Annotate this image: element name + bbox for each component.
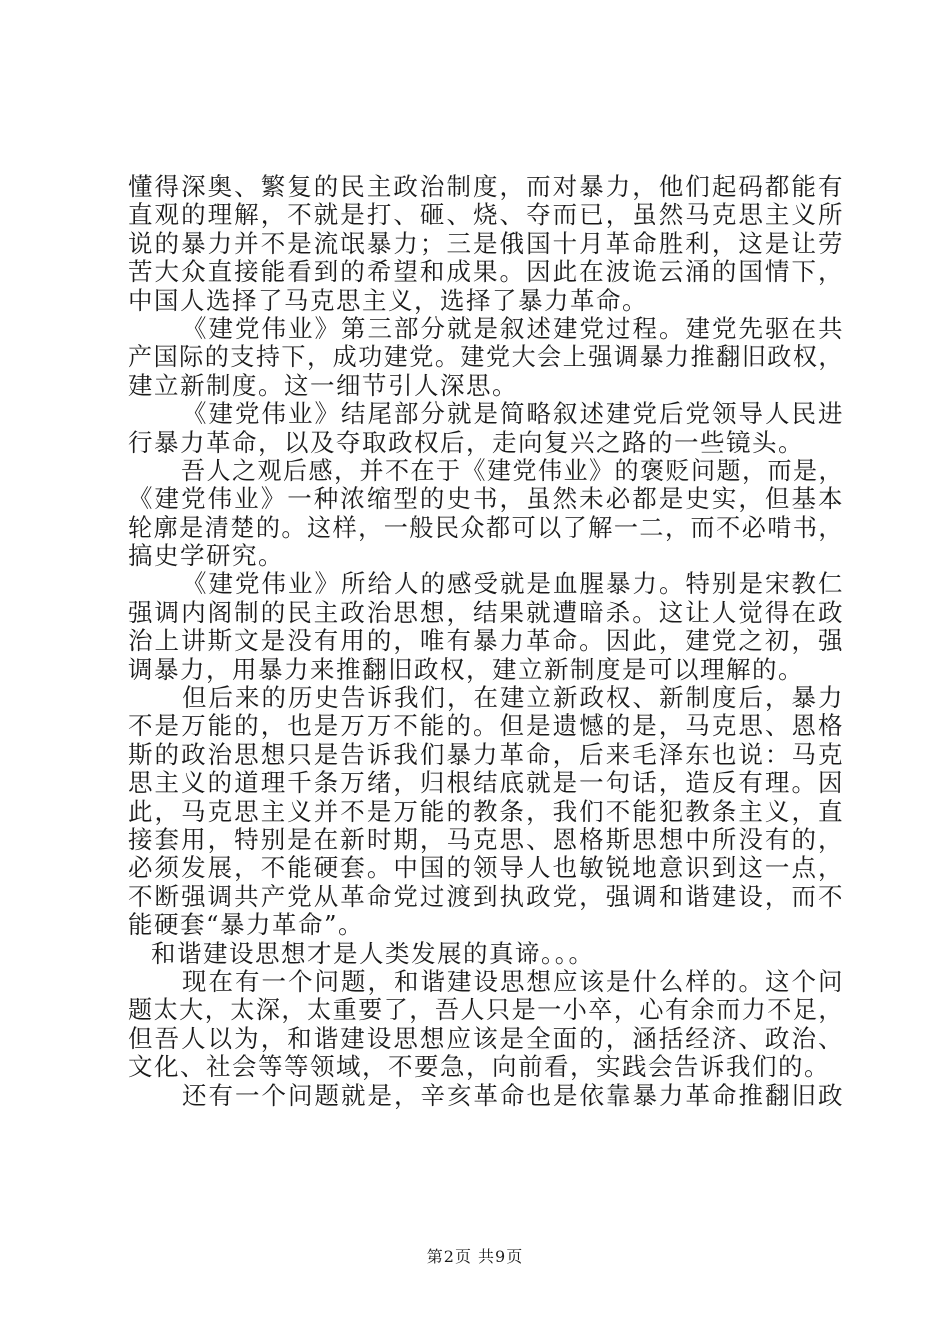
text-line: 《建党伟业》第三部分就是叙述建党过程。建党先驱在共	[182, 313, 844, 343]
text-line: 还有一个问题就是，辛亥革命也是依靠暴力革命推翻旧政	[182, 1080, 844, 1110]
text-line: 不断强调共产党从革命党过渡到执政党，强调和谐建设，而不	[128, 881, 844, 911]
text-line: 但吾人以为，和谐建设思想应该是全面的，涵括经济、政治、	[128, 1023, 844, 1053]
text-line: 搞史学研究。	[128, 541, 284, 571]
text-line: 治上讲斯文是没有用的，唯有暴力革命。因此，建党之初，强	[128, 626, 844, 656]
text-line: 文化、社会等等领域，不要急，向前看，实践会告诉我们的。	[128, 1052, 830, 1082]
text-line: 必须发展，不能硬套。中国的领导人也敏锐地意识到这一点，	[128, 853, 844, 883]
text-line: 现在有一个问题，和谐建设思想应该是什么样的。这个问	[182, 966, 844, 996]
text-line: 直观的理解，不就是打、砸、烧、夺而已，虽然马克思主义所	[128, 200, 844, 230]
text-line: 强调内阁制的民主政治思想，结果就遭暗杀。这让人觉得在政	[128, 597, 844, 627]
text-line: 建立新制度。这一细节引人深思。	[128, 370, 518, 400]
text-line: 中国人选择了马克思主义，选择了暴力革命。	[128, 285, 648, 315]
text-line: 思主义的道理千条万绪，归根结底就是一句话，造反有理。因	[128, 768, 844, 798]
text-line: 和谐建设思想才是人类发展的真谛。。。	[151, 938, 595, 968]
text-line: 轮廓是清楚的。这样，一般民众都可以了解一二，而不必啃书，	[128, 512, 844, 542]
text-line: 《建党伟业》一种浓缩型的史书，虽然未必都是史实，但基本	[128, 484, 844, 514]
text-line: 行暴力革命，以及夺取政权后，走向复兴之路的一些镜头。	[128, 427, 804, 457]
text-line: 不是万能的，也是万万不能的。但是遗憾的是，马克思、恩格	[128, 711, 844, 741]
document-body	[128, 173, 844, 1110]
text-line: 接套用，特别是在新时期，马克思、恩格斯思想中所没有的，	[128, 824, 844, 854]
text-line: 《建党伟业》结尾部分就是简略叙述建党后党领导人民进	[182, 399, 844, 429]
text-line: 题太大，太深，太重要了，吾人只是一小卒，心有余而力不足，	[128, 995, 844, 1025]
text-line: 此，马克思主义并不是万能的教条，我们不能犯教条主义，直	[128, 796, 844, 826]
text-line: 产国际的支持下，成功建党。建党大会上强调暴力推翻旧政权，	[128, 342, 844, 372]
text-line: 懂得深奥、繁复的民主政治制度，而对暴力，他们起码都能有	[128, 172, 844, 201]
text-line: 但后来的历史告诉我们，在建立新政权、新制度后，暴力	[182, 683, 844, 713]
text-line: 苦大众直接能看到的希望和成果。因此在波诡云涌的国情下，	[128, 257, 844, 287]
text-line: 说的暴力并不是流氓暴力；三是俄国十月革命胜利，这是让劳	[128, 228, 844, 258]
text-line: 调暴力，用暴力来推翻旧政权，建立新制度是可以理解的。	[128, 654, 804, 684]
text-line: 吾人之观后感，并不在于《建党伟业》的褒贬问题，而是，	[180, 455, 844, 485]
text-line: 斯的政治思想只是告诉我们暴力革命，后来毛泽东也说：马克	[128, 739, 844, 769]
text-line: 能硬套“暴力革命”。	[128, 910, 365, 940]
text-line: 《建党伟业》所给人的感受就是血腥暴力。特别是宋教仁	[182, 569, 844, 599]
page-footer: 第2页 共9页	[426, 1247, 524, 1266]
